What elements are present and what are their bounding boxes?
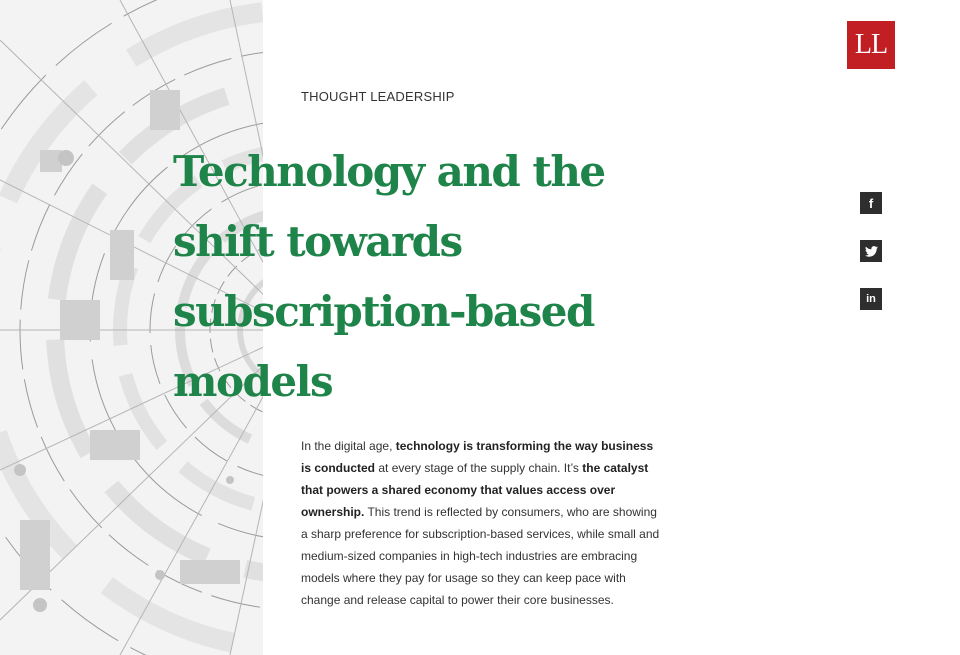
share-facebook-button[interactable]	[860, 192, 882, 214]
intro-emphasis: the catalyst that powers a shared economy that values access over ownership.	[301, 461, 649, 519]
article-category: THOUGHT LEADERSHIP	[301, 89, 455, 104]
intro-segment: In the digital age,	[301, 439, 396, 453]
share-linkedin-button[interactable]	[860, 288, 882, 310]
facebook-icon: f	[868, 195, 874, 211]
brand-logo[interactable]: LL	[847, 21, 895, 69]
share-twitter-button[interactable]	[860, 240, 882, 262]
intro-segment: This trend is reflected by consumers, who are showing a sharp preference for subscription-based services, while small and medium-sized companies in high-tech industries are embracing models where they pay for usage so they can keep pace with change and release capital to power their core businesses.	[301, 505, 660, 607]
intro-emphasis: technology is transforming the way business is conducted	[301, 439, 654, 475]
linkedin-icon: in	[866, 293, 876, 305]
article-title: Technology and the shift towards subscription-based models	[173, 147, 605, 406]
intro-segment: at every stage of the supply chain. It’s	[375, 461, 583, 475]
twitter-icon	[865, 246, 878, 257]
article-intro	[301, 435, 661, 611]
